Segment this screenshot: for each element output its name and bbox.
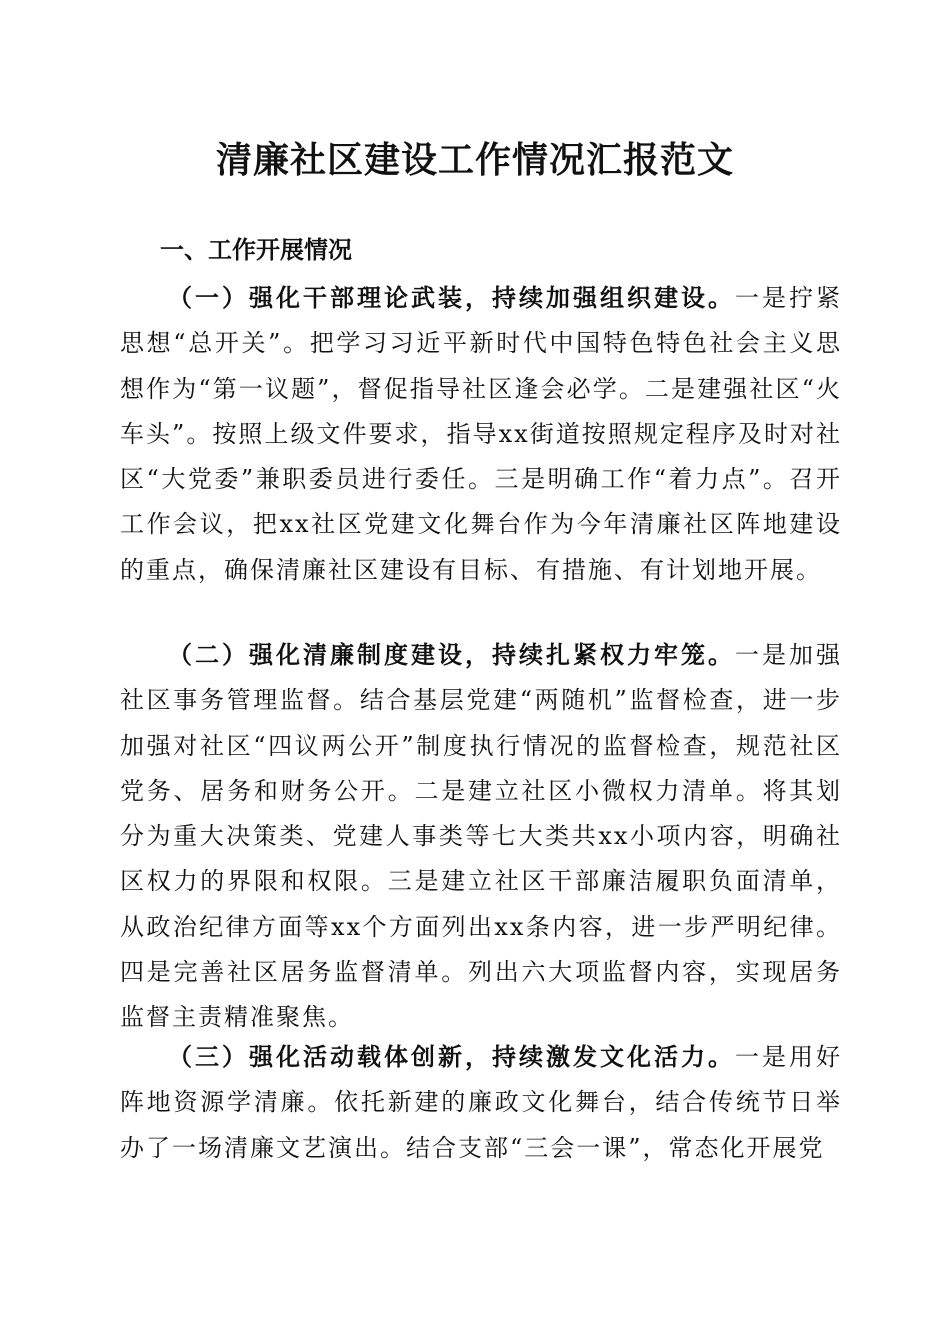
paragraph-2-lead: （二）强化清廉制度建设，持续扎紧权力牢笼。	[168, 640, 735, 669]
paragraph-1-body: 一是拧紧思想“总开关”。把学习习近平新时代中国特色特色社会主义思想作为“第一议题”，督促指导社区逢会必学。二是建强社区“火车头”。按照上级文件要求，指导xx街道按照规定程序及时对社区“大党委”兼职委员进行委任。三是明确工作“着力点”。召开工作会议，把xx社区党建文化舞台作为今年清廉社区阵地建设的重点，确保清廉社区建设有目标、有措施、有计划地开展。	[120, 284, 842, 584]
paragraph-3	[120, 1034, 842, 1171]
paragraph-3-body: 一是用好阵地资源学清廉。依托新建的廉政文化舞台，结合传统节日举办了一场清廉文艺演出。结合支部“三会一课”，常态化开展党	[120, 1043, 842, 1162]
paragraph-3-lead: （三）强化活动载体创新，持续激发文化活力。	[168, 1042, 735, 1071]
paragraph-2	[120, 632, 842, 1041]
section-heading: 一、工作开展情况	[160, 236, 352, 264]
document-title: 清廉社区建设工作情况汇报范文	[215, 139, 734, 181]
paragraph-2-body: 一是加强社区事务管理监督。结合基层党建“两随机”监督检查，进一步加强对社区“四议两公开”制度执行情况的监督检查，规范社区党务、居务和财务公开。二是建立社区小微权力清单。将其划分为重大决策类、党建人事类等七大类共xx小项内容，明确社区权力的界限和权限。三是建立社区干部廉洁履职负面清单，从政治纪律方面等xx个方面列出xx条内容，进一步严明纪律。四是完善社区居务监督清单。列出六大项监督内容，实现居务监督主责精准聚焦。	[120, 641, 842, 1032]
paragraph-1-lead: （一）强化干部理论武装，持续加强组织建设。	[168, 283, 735, 312]
paragraph-1	[120, 275, 842, 593]
